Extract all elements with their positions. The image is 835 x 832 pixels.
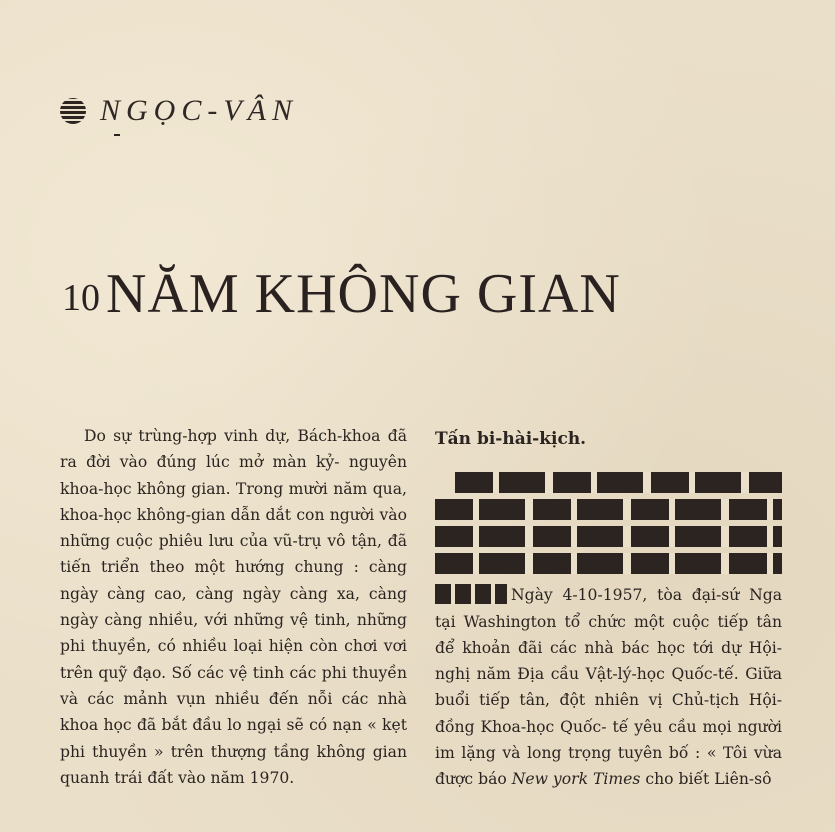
text-line: không gian quanh trái đất vào năm 1970.	[60, 742, 408, 787]
text-line: « kẹt phi thuyền » trên thượng tầng	[60, 716, 407, 761]
text-line: năm qua, khoa-học không-gian dẫn dắt	[60, 479, 407, 524]
article-title	[62, 262, 621, 326]
text-line: con người vào những cuộc phiêu lưu của	[60, 505, 407, 551]
ornament-dash	[114, 134, 120, 136]
obscured-line	[435, 499, 782, 520]
left-paragraph	[60, 423, 407, 791]
text-line: tế yêu cầu mọi người im lặng và	[435, 717, 782, 763]
obscured-line	[435, 553, 782, 574]
text-line: khoa học đã bắt đầu lo ngại sẽ có nạn	[60, 716, 362, 735]
text-fragment: cho biết Liên-sô	[640, 770, 772, 789]
text-line: Quốc-tế. Giữa buổi tiếp tân, đột nhiên	[435, 665, 782, 710]
text-line: các mảnh vụn nhiều đến nỗi các nhà	[87, 689, 407, 708]
obscured-line	[455, 472, 782, 493]
text-line: Ngày 4-10-1957, tòa đại-sứ Nga	[511, 586, 782, 605]
newspaper-name: New york Times	[511, 770, 641, 789]
text-line: vị Chủ-tịch Hội-đồng Khoa-học Quốc-	[435, 691, 782, 736]
text-line: đã ra đời vào đúng lúc mở màn kỷ-	[60, 427, 407, 472]
text-line: những vệ tinh, những phi thuyền, có	[60, 611, 407, 656]
text-line: tân để khoản đãi các nhà bác học tới	[435, 612, 782, 657]
right-column	[435, 426, 782, 793]
obscured-line	[435, 526, 782, 547]
text-line: Do sự trùng-hợp vinh dự, Bách-khoa	[84, 427, 381, 445]
author-ornament-icon	[60, 98, 86, 124]
obscured-word	[435, 584, 507, 604]
left-column	[60, 423, 407, 791]
section-heading: Tấn bi-hài-kịch.	[435, 429, 587, 449]
obscured-text-block	[435, 464, 782, 582]
text-line: tại Washington tổ chức một cuộc tiếp	[435, 612, 749, 631]
title-number: 10	[62, 277, 100, 319]
text-line: vũ-trụ vô tận, đã tiến triển theo một	[60, 532, 408, 577]
author-line	[60, 94, 298, 128]
right-paragraph	[435, 582, 782, 792]
text-line: hướng chung : càng ngày càng cao, càng	[60, 558, 407, 603]
text-line: nhiều loại hiện còn chơi vơi trên quỹ	[60, 637, 407, 682]
text-line: long trọng tuyên bố : « Tôi vừa được	[435, 744, 782, 789]
text-line: đạo. Số các vệ tinh các phi thuyền và	[60, 663, 407, 708]
text-line: nguyên khoa-học không gian. Trong mười	[60, 453, 407, 498]
author-name: NGỌC-VÂN	[100, 94, 298, 127]
text-line: dự Hội-nghị năm Địa cầu Vật-lý-học	[435, 638, 782, 684]
text-line: ngày càng xa, càng ngày càng nhiều, với	[60, 584, 407, 630]
text-fragment: báo	[478, 770, 512, 789]
title-text: NĂM KHÔNG GIAN	[106, 263, 621, 325]
